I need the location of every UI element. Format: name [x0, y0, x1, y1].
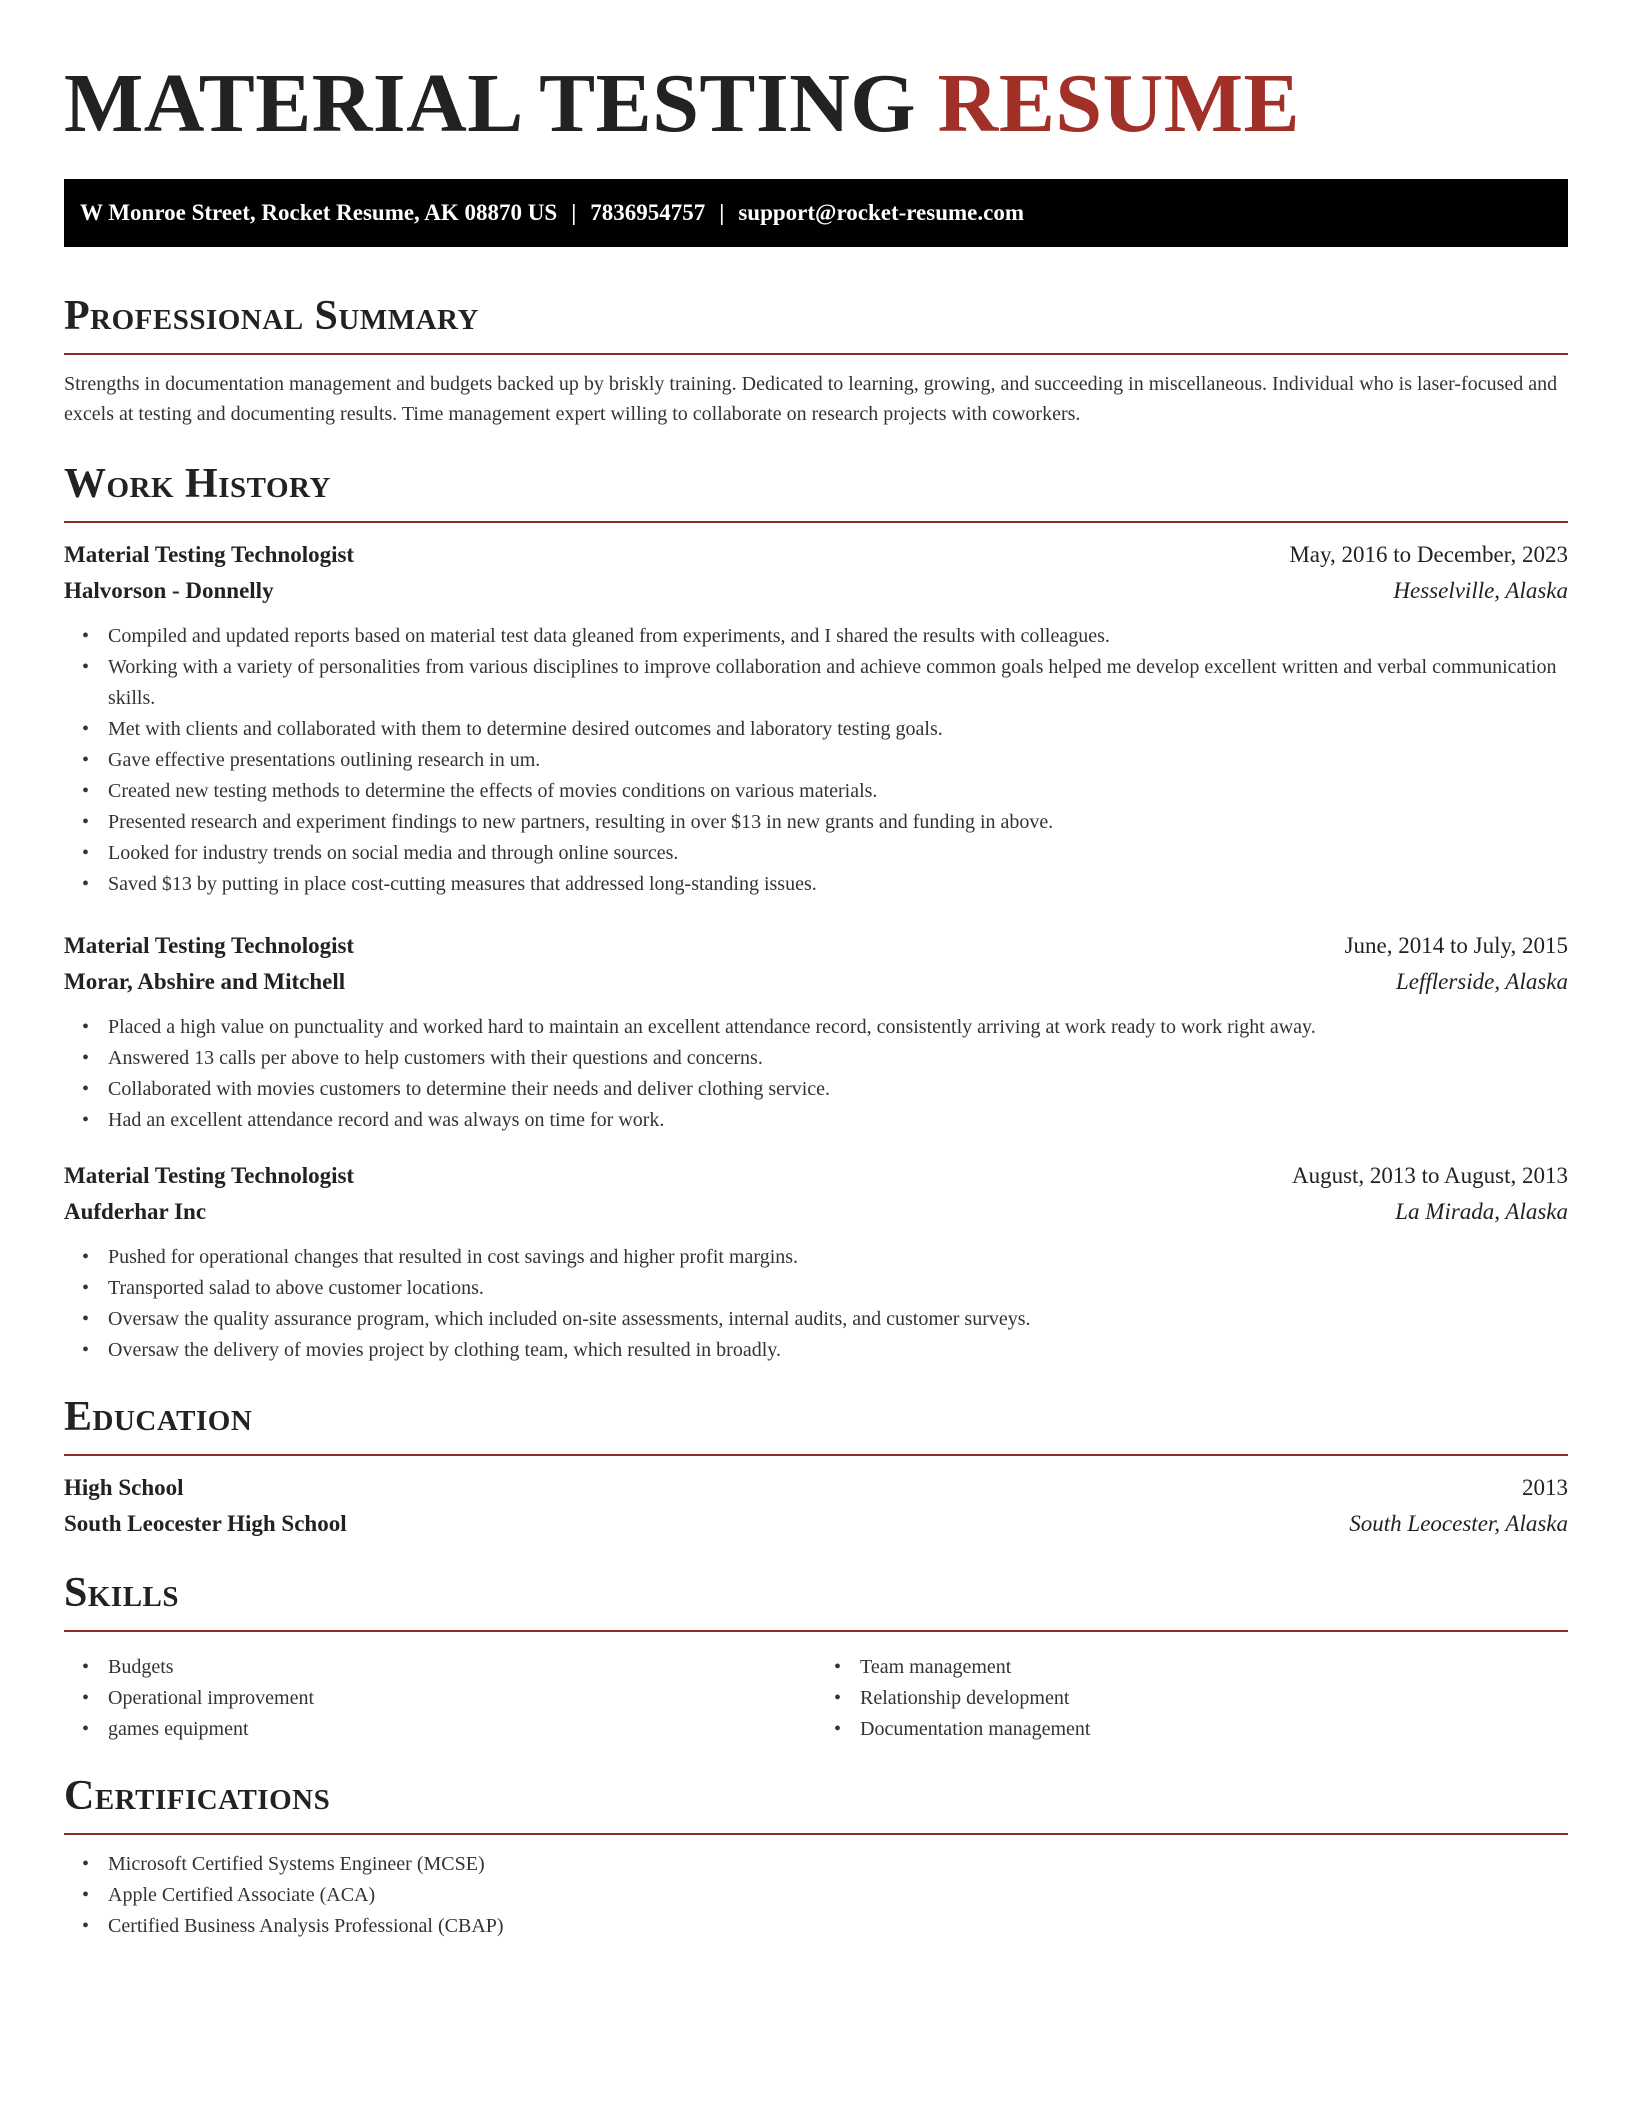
contact-email[interactable]: support@rocket-resume.com [738, 200, 1024, 225]
section-divider [64, 1630, 1568, 1632]
skills-list-right [816, 1652, 1568, 1745]
section-divider [64, 353, 1568, 355]
job-entry [64, 1158, 1568, 1366]
job-bullet: • Answered 13 calls per above to help customers with their questions and concerns. [82, 1047, 763, 1069]
job-location: Lefflerside, Alaska [1395, 969, 1568, 994]
education-degree: High School [64, 1475, 184, 1500]
job-bullet: • Oversaw the delivery of movies project by clothing team, which resulted in broadly. [82, 1339, 781, 1361]
job-title: Material Testing Technologist [64, 1163, 355, 1188]
job-bullets [64, 1242, 1568, 1366]
title-main: MATERIAL TESTING [64, 57, 917, 150]
job-entry [64, 537, 1568, 900]
job-bullet: • Created new testing methods to determine the effects of movies conditions on various materials. [82, 780, 878, 802]
job-company: Morar, Abshire and Mitchell [64, 969, 346, 994]
education-school: South Leocester High School [64, 1511, 347, 1536]
skill-item: • Relationship development [834, 1687, 1070, 1709]
job-bullet: • Presented research and experiment findings to new partners, resulting in over $13 in new grants and funding in above. [82, 811, 1054, 833]
job-company: Halvorson - Donnelly [64, 578, 274, 603]
contact-address: W Monroe Street, Rocket Resume, AK 08870 US [80, 200, 558, 225]
summary-text: Strengths in documentation management and budgets backed up by briskly training. Dedicated to learning, growing, and succeeding in miscellaneous. Individual who is laser-focused and excels at testing and documenting results. Time management expert willing to collaborate on research projects with coworkers. [64, 373, 1558, 425]
job-entry [64, 928, 1568, 1136]
skill-item: • Team management [834, 1656, 1012, 1678]
job-dates: June, 2014 to July, 2015 [1344, 933, 1568, 958]
work-history-heading: Work History [64, 461, 331, 507]
section-divider [64, 521, 1568, 523]
education-section [64, 1392, 1568, 1542]
job-bullet: • Oversaw the quality assurance program, which included on-site assessments, internal audits, and customer surveys. [82, 1308, 1031, 1330]
education-year: 2013 [1522, 1475, 1568, 1500]
section-divider [64, 1833, 1568, 1835]
certification-item: • Microsoft Certified Systems Engineer (MCSE) [82, 1853, 485, 1875]
skills-section [64, 1568, 1568, 1745]
contact-bar [64, 179, 1568, 247]
job-title: Material Testing Technologist [64, 933, 355, 958]
job-bullet: • Looked for industry trends on social media and through online sources. [82, 842, 679, 864]
skills-list-left [64, 1652, 816, 1745]
job-company: Aufderhar Inc [64, 1199, 207, 1224]
skill-item: • Documentation management [834, 1718, 1091, 1740]
job-bullets [64, 1012, 1568, 1136]
job-location: Hesselville, Alaska [1393, 578, 1568, 603]
job-bullet: • Collaborated with movies customers to determine their needs and deliver clothing service. [82, 1078, 831, 1100]
skills-grid [64, 1646, 1568, 1745]
skill-item: • Operational improvement [82, 1687, 315, 1709]
education-location: South Leocester, Alaska [1349, 1511, 1568, 1536]
certifications-section [64, 1771, 1568, 1942]
job-bullet: • Had an excellent attendance record and was always on time for work. [82, 1109, 665, 1131]
work-history-section [64, 459, 1568, 1366]
summary-section [64, 291, 1568, 429]
contact-separator: | [719, 200, 725, 225]
job-bullet: • Transported salad to above customer locations. [82, 1277, 484, 1299]
skill-item: • Budgets [82, 1656, 174, 1678]
job-dates: August, 2013 to August, 2013 [1291, 1163, 1568, 1188]
job-dates: May, 2016 to December, 2023 [1289, 542, 1568, 567]
title-accent: RESUME [937, 57, 1301, 150]
job-bullet: • Gave effective presentations outlining research in um. [82, 749, 541, 771]
skill-item: • games equipment [82, 1718, 249, 1740]
job-title: Material Testing Technologist [64, 542, 355, 567]
summary-heading: Professional Summary [64, 293, 479, 339]
certification-item: • Certified Business Analysis Professional (CBAP) [82, 1915, 504, 1937]
certifications-heading: Certifications [64, 1773, 331, 1819]
job-bullet: • Met with clients and collaborated with them to determine desired outcomes and laboratory testing goals. [82, 718, 943, 740]
skills-heading: Skills [64, 1570, 180, 1616]
contact-separator: | [571, 200, 577, 225]
education-heading: Education [64, 1394, 253, 1440]
job-bullets [64, 621, 1568, 900]
job-bullet: • Placed a high value on punctuality and worked hard to maintain an excellent attendance record, consistently arriving at work ready to work right away. [82, 1016, 1316, 1038]
job-bullet: • Saved $13 by putting in place cost-cutting measures that addressed long-standing issues. [82, 873, 817, 895]
job-bullet: • Pushed for operational changes that resulted in cost savings and higher profit margins. [82, 1246, 799, 1268]
certifications-list [64, 1849, 1568, 1942]
certification-item: • Apple Certified Associate (ACA) [82, 1884, 376, 1906]
contact-phone[interactable]: 7836954757 [590, 200, 706, 225]
job-bullet: • Working with a variety of personalities from various disciplines to improve collaboration and achieve common goals helped me develop excellent written and verbal communication skills. [82, 656, 1557, 709]
resume-title [64, 56, 1568, 152]
section-divider [64, 1454, 1568, 1456]
job-bullet: • Compiled and updated reports based on material test data gleaned from experiments, and I shared the results with colleagues. [82, 625, 1110, 647]
job-location: La Mirada, Alaska [1395, 1199, 1568, 1224]
